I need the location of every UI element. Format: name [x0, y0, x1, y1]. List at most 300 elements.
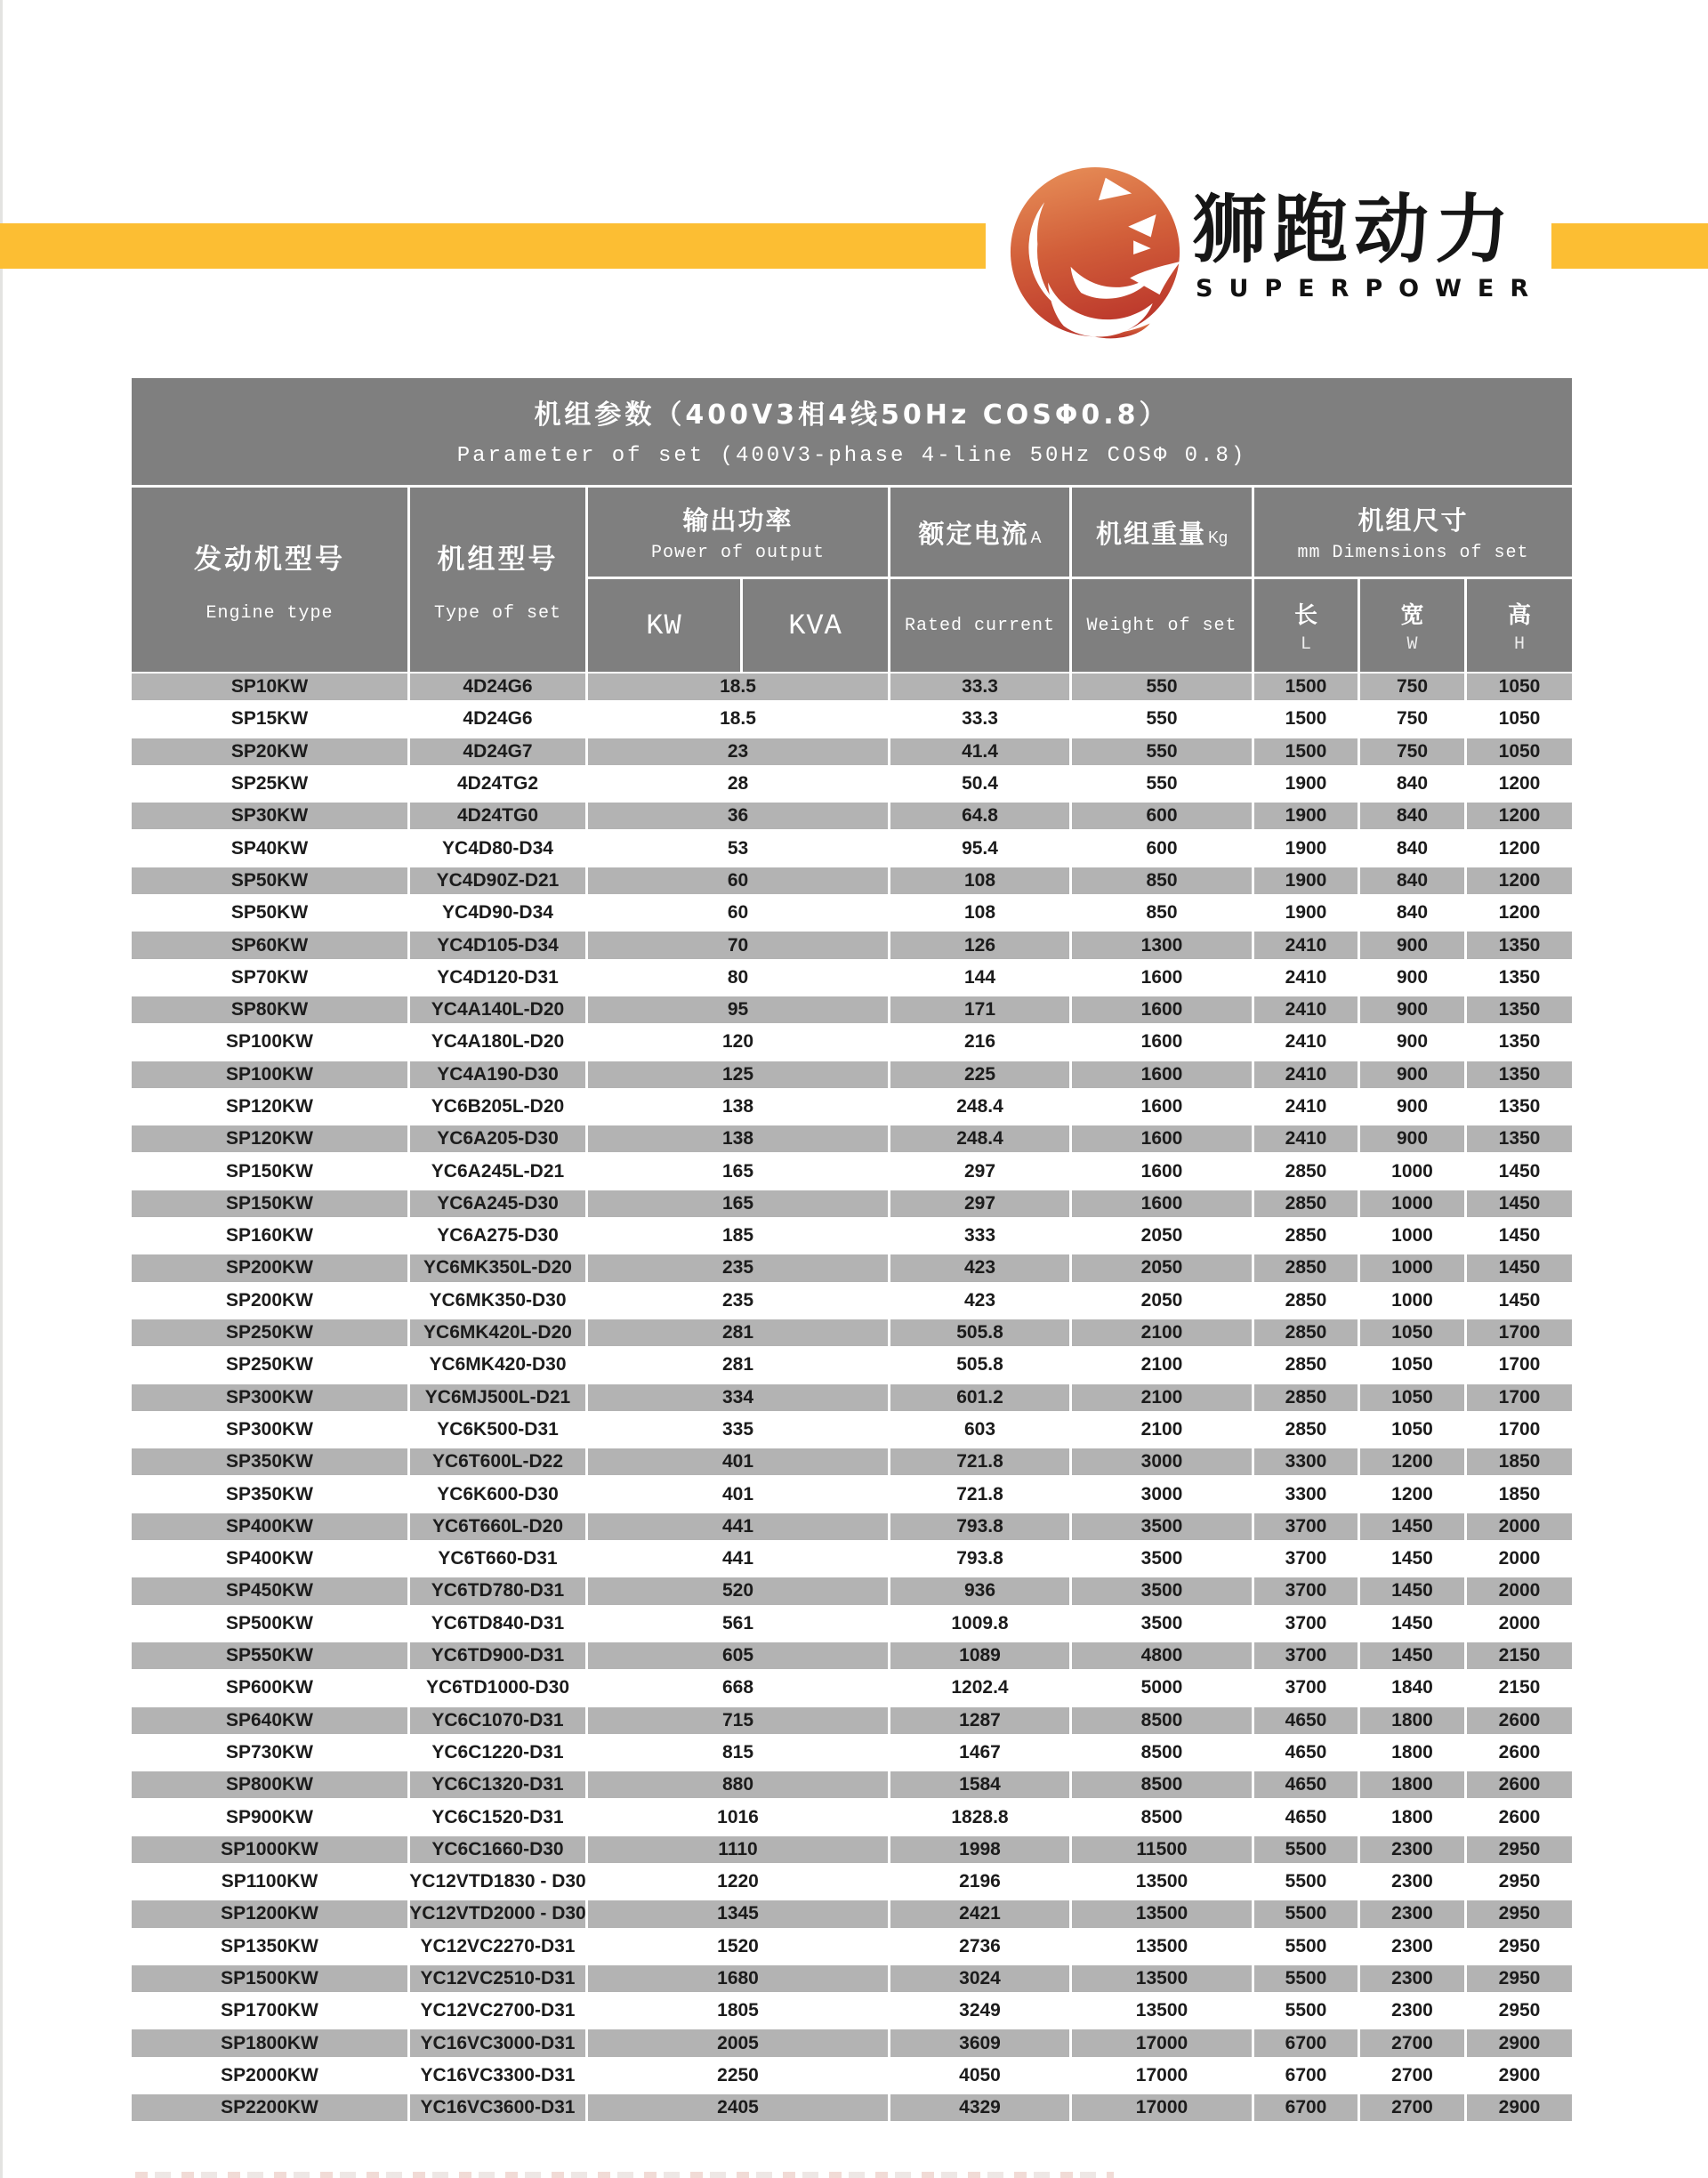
width-cell: 840 — [1396, 902, 1429, 924]
table-row — [132, 706, 1572, 732]
width-cell: 1800 — [1360, 1707, 1464, 1734]
set-type-cell: YC6MK420L-D20 — [410, 1319, 585, 1346]
rated-current-cell: 225 — [890, 1061, 1069, 1088]
engine-type-cell: SP250KW — [132, 1319, 407, 1346]
table-row — [132, 1545, 1572, 1572]
set-type-cell: YC4A190-D30 — [410, 1061, 585, 1088]
set-type-cell: YC4A180L-D20 — [431, 1031, 565, 1053]
width-cell: 750 — [1360, 674, 1464, 700]
engine-type-cell: SP730KW — [225, 1741, 314, 1763]
height-cell: 2950 — [1498, 2000, 1541, 2021]
weight-cell: 11500 — [1072, 1836, 1252, 1863]
kw-value-cell: 125 — [588, 1061, 888, 1088]
table-row — [132, 1836, 1572, 1863]
kw-value-cell: 60 — [588, 867, 888, 894]
table-row — [132, 1513, 1572, 1540]
engine-type-cell: SP300KW — [132, 1384, 407, 1411]
engine-type-cell: SP60KW — [132, 932, 407, 958]
length-cell: 3700 — [1254, 1642, 1358, 1669]
length-cell: 2850 — [1254, 1384, 1358, 1411]
col-header-height-en: H — [1513, 633, 1525, 655]
table-row — [132, 1190, 1572, 1217]
rated-current-cell: 3609 — [890, 2029, 1069, 2056]
length-cell: 4650 — [1285, 1806, 1327, 1827]
width-cell: 2700 — [1360, 2029, 1464, 2056]
length-cell: 3300 — [1254, 1448, 1358, 1475]
set-type-cell: YC6MK420-D30 — [429, 1354, 567, 1375]
weight-cell: 1600 — [1140, 966, 1183, 988]
kw-value-cell: 334 — [588, 1384, 888, 1411]
set-type-cell: YC6TD1000-D30 — [425, 1677, 570, 1698]
kw-value-cell: 715 — [588, 1707, 888, 1734]
engine-type-cell: SP350KW — [225, 1483, 314, 1504]
table-row — [132, 996, 1572, 1023]
col-header-power-output — [588, 488, 888, 577]
length-cell: 2410 — [1285, 1096, 1327, 1117]
height-cell: 1350 — [1467, 1125, 1572, 1152]
col-header-width — [1360, 579, 1464, 672]
rated-current-cell: 216 — [963, 1031, 996, 1053]
set-type-cell: YC4D120-D31 — [437, 966, 559, 988]
length-cell: 4650 — [1254, 1771, 1358, 1798]
set-type-cell: YC6K600-D30 — [437, 1483, 559, 1504]
kw-value-cell: 18.5 — [720, 708, 756, 730]
length-cell: 2850 — [1254, 1319, 1358, 1346]
engine-type-cell: SP1200KW — [132, 1900, 407, 1927]
col-header-current-cn: 额定电流 — [918, 518, 1029, 549]
col-header-dims-en: mm Dimensions of set — [1297, 543, 1529, 563]
height-cell: 1200 — [1498, 773, 1541, 795]
table-row — [132, 899, 1572, 926]
table-row — [132, 1868, 1572, 1895]
yellow-bar-left — [0, 223, 986, 269]
rated-current-cell: 1584 — [890, 1771, 1069, 1798]
engine-type-cell: SP1100KW — [221, 1871, 318, 1892]
height-cell: 2000 — [1498, 1612, 1541, 1634]
table-row — [132, 1158, 1572, 1184]
length-cell: 5500 — [1254, 1965, 1358, 1992]
weight-cell: 2050 — [1140, 1225, 1183, 1246]
weight-cell: 3000 — [1140, 1483, 1183, 1504]
set-type-cell: YC12VC2270-D31 — [420, 1935, 576, 1956]
engine-type-cell: SP100KW — [225, 1031, 314, 1053]
rated-current-cell: 4329 — [890, 2094, 1069, 2121]
rated-current-cell: 793.8 — [890, 1513, 1069, 1540]
length-cell: 2850 — [1285, 1289, 1327, 1311]
height-cell: 1050 — [1467, 674, 1572, 700]
width-cell: 900 — [1360, 1125, 1464, 1152]
rated-current-cell: 603 — [963, 1418, 996, 1440]
weight-cell: 2100 — [1072, 1384, 1252, 1411]
rated-current-cell: 601.2 — [890, 1384, 1069, 1411]
length-cell: 4650 — [1285, 1741, 1327, 1763]
kw-value-cell: 441 — [588, 1513, 888, 1540]
width-cell: 900 — [1360, 996, 1464, 1023]
set-type-cell: 4D24G6 — [410, 674, 585, 700]
width-cell: 750 — [1360, 738, 1464, 765]
kw-value-cell: 185 — [721, 1225, 754, 1246]
col-header-height — [1467, 579, 1572, 672]
col-header-current-unit: A — [1030, 528, 1042, 546]
kw-value-cell: 401 — [588, 1448, 888, 1475]
rated-current-cell: 423 — [890, 1254, 1069, 1281]
set-type-cell: YC6T600L-D22 — [410, 1448, 585, 1475]
engine-type-cell: SP120KW — [132, 1125, 407, 1152]
table-row — [132, 1674, 1572, 1701]
rated-current-cell: 248.4 — [890, 1125, 1069, 1152]
height-cell: 1350 — [1467, 932, 1572, 958]
set-type-cell: YC6TD900-D31 — [410, 1642, 585, 1669]
weight-cell: 550 — [1072, 674, 1252, 700]
weight-cell: 550 — [1146, 708, 1178, 730]
table-row — [132, 1610, 1572, 1637]
kw-value-cell: 235 — [588, 1254, 888, 1281]
table-row — [132, 964, 1572, 991]
weight-cell: 1300 — [1072, 932, 1252, 958]
width-cell: 1000 — [1391, 1160, 1433, 1182]
table-row — [132, 1448, 1572, 1475]
weight-cell: 3500 — [1140, 1548, 1183, 1569]
set-type-cell: YC6TD840-D31 — [431, 1612, 565, 1634]
engine-type-cell: SP50KW — [230, 902, 309, 924]
rated-current-cell: 126 — [890, 932, 1069, 958]
length-cell: 2410 — [1254, 1061, 1358, 1088]
width-cell: 840 — [1360, 803, 1464, 829]
table-row — [132, 1028, 1572, 1055]
engine-type-cell: SP80KW — [132, 996, 407, 1023]
table-row — [132, 1254, 1572, 1281]
set-type-cell: YC6T660-D31 — [438, 1548, 558, 1569]
weight-cell: 550 — [1146, 773, 1178, 795]
weight-cell: 17000 — [1072, 2094, 1252, 2121]
kw-value-cell: 70 — [588, 932, 888, 958]
engine-type-cell: SP550KW — [132, 1642, 407, 1669]
set-type-cell: 4D24G7 — [410, 738, 585, 765]
width-cell: 2700 — [1391, 2064, 1433, 2085]
length-cell: 2850 — [1254, 1190, 1358, 1217]
col-header-length-cn: 长 — [1293, 601, 1317, 629]
table-row — [132, 1933, 1572, 1960]
weight-cell: 3500 — [1072, 1513, 1252, 1540]
set-type-cell: 4D24TG0 — [410, 803, 585, 829]
width-cell: 1050 — [1391, 1418, 1433, 1440]
set-type-cell: YC6TD780-D31 — [410, 1577, 585, 1604]
height-cell: 1350 — [1498, 1096, 1541, 1117]
width-cell: 1000 — [1391, 1225, 1433, 1246]
length-cell: 1900 — [1285, 902, 1327, 924]
length-cell: 1900 — [1254, 803, 1358, 829]
set-type-cell: YC6MK350-D30 — [429, 1289, 567, 1311]
kw-value-cell: 235 — [721, 1289, 754, 1311]
engine-type-cell: SP25KW — [230, 773, 309, 795]
rated-current-cell: 95.4 — [962, 837, 998, 859]
engine-type-cell: SP1800KW — [132, 2029, 407, 2056]
rated-current-cell: 793.8 — [956, 1548, 1003, 1569]
set-type-cell: YC6C1520-D31 — [431, 1806, 564, 1827]
height-cell: 1700 — [1467, 1319, 1572, 1346]
yellow-bar-right — [1551, 223, 1708, 269]
table-row — [132, 932, 1572, 958]
height-cell: 1200 — [1498, 902, 1541, 924]
width-cell: 2300 — [1391, 2000, 1433, 2021]
set-type-cell: YC6MK350L-D20 — [410, 1254, 585, 1281]
col-header-engine-type-cn: 发动机型号 — [194, 543, 345, 576]
table-row — [132, 1384, 1572, 1411]
lion-logo-icon — [1008, 162, 1182, 351]
set-type-cell: YC6A275-D30 — [437, 1225, 559, 1246]
set-type-cell: YC6C1070-D31 — [410, 1707, 585, 1734]
rated-current-cell: 171 — [890, 996, 1069, 1023]
width-cell: 1450 — [1360, 1577, 1464, 1604]
width-cell: 2300 — [1360, 1836, 1464, 1863]
col-header-length-en: L — [1300, 633, 1311, 655]
table-header — [132, 488, 1572, 672]
kw-value-cell: 401 — [721, 1483, 754, 1504]
weight-cell: 850 — [1072, 867, 1252, 894]
length-cell: 5500 — [1254, 1900, 1358, 1927]
table-row — [132, 1416, 1572, 1443]
weight-cell: 850 — [1146, 902, 1178, 924]
rated-current-cell: 1089 — [890, 1642, 1069, 1669]
width-cell: 1200 — [1391, 1483, 1433, 1504]
set-type-cell: 4D24G6 — [463, 708, 533, 730]
table-row — [132, 2094, 1572, 2121]
set-type-cell: YC12VC2700-D31 — [420, 2000, 576, 2021]
rated-current-cell: 3024 — [890, 1965, 1069, 1992]
table-row — [132, 1287, 1572, 1314]
set-type-cell: YC6C1220-D31 — [431, 1741, 564, 1763]
kw-value-cell: 1220 — [717, 1871, 759, 1892]
rated-current-cell: 144 — [963, 966, 996, 988]
page-edge-shadow — [0, 0, 3, 2178]
kw-value-cell: 1345 — [588, 1900, 888, 1927]
height-cell: 1350 — [1498, 1031, 1541, 1053]
table-row — [132, 1319, 1572, 1346]
col-header-weight-en — [1072, 579, 1252, 672]
height-cell: 2600 — [1467, 1771, 1572, 1798]
height-cell: 2900 — [1467, 2094, 1572, 2121]
width-cell: 900 — [1396, 1096, 1429, 1117]
weight-cell: 1600 — [1140, 1096, 1183, 1117]
table-row — [132, 1803, 1572, 1830]
height-cell: 2600 — [1498, 1806, 1541, 1827]
weight-cell: 13500 — [1135, 1871, 1188, 1892]
weight-cell: 2100 — [1140, 1354, 1183, 1375]
weight-cell: 1600 — [1072, 1190, 1252, 1217]
engine-type-cell: SP900KW — [225, 1806, 314, 1827]
weight-cell: 2100 — [1072, 1319, 1252, 1346]
kw-value-cell: 1520 — [717, 1935, 759, 1956]
rated-current-cell: 108 — [890, 867, 1069, 894]
col-header-set-type-cn: 机组型号 — [437, 543, 559, 576]
length-cell: 5500 — [1254, 1836, 1358, 1863]
rated-current-cell: 721.8 — [956, 1483, 1003, 1504]
table-row — [132, 1577, 1572, 1604]
set-type-cell: YC6A245L-D21 — [431, 1160, 565, 1182]
weight-cell: 600 — [1146, 837, 1178, 859]
col-header-dimensions — [1254, 488, 1572, 577]
table-row — [132, 1642, 1572, 1669]
engine-type-cell: SP30KW — [132, 803, 407, 829]
height-cell: 2600 — [1467, 1707, 1572, 1734]
rated-current-cell: 2421 — [890, 1900, 1069, 1927]
rated-current-cell: 505.8 — [956, 1354, 1003, 1375]
rated-current-cell: 64.8 — [890, 803, 1069, 829]
length-cell: 2410 — [1285, 966, 1327, 988]
height-cell: 2950 — [1498, 1935, 1541, 1956]
col-header-weight — [1072, 488, 1252, 577]
rated-current-cell: 108 — [963, 902, 996, 924]
length-cell: 1500 — [1254, 738, 1358, 765]
weight-cell: 1600 — [1140, 1160, 1183, 1182]
col-header-engine-type-en: Engine type — [205, 602, 334, 624]
height-cell: 1200 — [1467, 803, 1572, 829]
engine-type-cell: SP1350KW — [221, 1935, 318, 1956]
width-cell: 1800 — [1391, 1741, 1433, 1763]
kw-value-cell: 520 — [588, 1577, 888, 1604]
width-cell: 2300 — [1360, 1900, 1464, 1927]
set-type-cell: YC12VTD2000 - D30 — [410, 1900, 585, 1927]
width-cell: 2300 — [1391, 1935, 1433, 1956]
width-cell: 1200 — [1360, 1448, 1464, 1475]
kw-value-cell: 281 — [588, 1319, 888, 1346]
height-cell: 1700 — [1467, 1384, 1572, 1411]
length-cell: 2410 — [1254, 1125, 1358, 1152]
width-cell: 1000 — [1391, 1289, 1433, 1311]
height-cell: 2950 — [1467, 1836, 1572, 1863]
table-row — [132, 1480, 1572, 1507]
col-header-power-cn: 输出功率 — [682, 505, 794, 536]
table-title-band — [132, 378, 1572, 485]
col-header-set-type-en: Type of set — [433, 602, 562, 624]
set-type-cell: YC6C1660-D30 — [410, 1836, 585, 1863]
kw-value-cell: 880 — [588, 1771, 888, 1798]
kw-value-cell: 815 — [721, 1741, 754, 1763]
height-cell: 2950 — [1467, 1900, 1572, 1927]
weight-cell: 17000 — [1072, 2029, 1252, 2056]
engine-type-cell: SP500KW — [225, 1612, 314, 1634]
set-type-cell: YC12VTD1830 - D30 — [409, 1871, 586, 1892]
weight-cell: 1600 — [1072, 1061, 1252, 1088]
weight-cell: 2050 — [1140, 1289, 1183, 1311]
set-type-cell: 4D24TG2 — [456, 773, 539, 795]
weight-cell: 3500 — [1140, 1612, 1183, 1634]
rated-current-cell: 50.4 — [962, 773, 998, 795]
set-type-cell: YC6T660L-D20 — [410, 1513, 585, 1540]
height-cell: 1850 — [1498, 1483, 1541, 1504]
width-cell: 1450 — [1391, 1548, 1433, 1569]
kw-value-cell: 23 — [588, 738, 888, 765]
rated-current-cell: 936 — [890, 1577, 1069, 1604]
table-row — [132, 1997, 1572, 2024]
height-cell: 1450 — [1498, 1225, 1541, 1246]
height-cell: 1350 — [1467, 1061, 1572, 1088]
length-cell: 1500 — [1285, 708, 1327, 730]
length-cell: 6700 — [1285, 2064, 1327, 2085]
length-cell: 2850 — [1285, 1354, 1327, 1375]
length-cell: 1900 — [1285, 773, 1327, 795]
engine-type-cell: SP450KW — [132, 1577, 407, 1604]
kw-value-cell: 60 — [727, 902, 749, 924]
height-cell: 1200 — [1467, 867, 1572, 894]
set-type-cell: YC4D90Z-D21 — [410, 867, 585, 894]
weight-cell: 3000 — [1072, 1448, 1252, 1475]
weight-cell: 1600 — [1072, 1125, 1252, 1152]
width-cell: 840 — [1360, 867, 1464, 894]
weight-cell: 1600 — [1072, 996, 1252, 1023]
weight-cell: 550 — [1072, 738, 1252, 765]
length-cell: 3700 — [1254, 1577, 1358, 1604]
engine-type-cell: SP2000KW — [221, 2064, 318, 2085]
kw-value-cell: 335 — [721, 1418, 754, 1440]
rated-current-cell: 423 — [963, 1289, 996, 1311]
kw-value-cell: 1110 — [588, 1836, 888, 1863]
engine-type-cell: SP70KW — [230, 966, 309, 988]
engine-type-cell: SP200KW — [132, 1254, 407, 1281]
col-header-width-en: W — [1406, 633, 1418, 655]
kw-value-cell: 18.5 — [588, 674, 888, 700]
col-header-kva — [743, 579, 888, 672]
length-cell: 6700 — [1254, 2094, 1358, 2121]
width-cell: 900 — [1396, 1031, 1429, 1053]
height-cell: 2950 — [1498, 1871, 1541, 1892]
weight-cell: 13500 — [1135, 2000, 1188, 2021]
weight-cell: 5000 — [1140, 1677, 1183, 1698]
engine-type-cell: SP1700KW — [221, 2000, 318, 2021]
width-cell: 840 — [1396, 837, 1429, 859]
col-header-power-en: Power of output — [650, 543, 826, 563]
rated-current-cell: 297 — [963, 1160, 996, 1182]
brand-wordmark-en: SUPERPOWER — [1196, 275, 1545, 302]
length-cell: 3300 — [1285, 1483, 1327, 1504]
height-cell: 2000 — [1467, 1513, 1572, 1540]
set-type-cell: YC16VC3000-D31 — [410, 2029, 585, 2056]
kw-value-cell: 28 — [727, 773, 749, 795]
set-type-cell: YC6C1320-D31 — [410, 1771, 585, 1798]
kw-value-cell: 441 — [721, 1548, 754, 1569]
height-cell: 1200 — [1498, 837, 1541, 859]
kw-value-cell: 36 — [588, 803, 888, 829]
width-cell: 900 — [1396, 966, 1429, 988]
length-cell: 5500 — [1285, 2000, 1327, 2021]
engine-type-cell: SP800KW — [132, 1771, 407, 1798]
height-cell: 2150 — [1467, 1642, 1572, 1669]
width-cell: 1000 — [1360, 1190, 1464, 1217]
height-cell: 1050 — [1498, 708, 1541, 730]
table-row — [132, 2062, 1572, 2089]
brand-wordmark-cn: 狮跑动力 — [1192, 186, 1517, 273]
engine-type-cell: SP40KW — [230, 837, 309, 859]
weight-cell: 8500 — [1140, 1806, 1183, 1827]
engine-type-cell: SP300KW — [225, 1418, 314, 1440]
weight-cell: 8500 — [1072, 1707, 1252, 1734]
width-cell: 1050 — [1391, 1354, 1433, 1375]
col-header-weight-en-label: Weight of set — [1086, 615, 1237, 636]
length-cell: 3700 — [1254, 1513, 1358, 1540]
table-rows — [132, 674, 1572, 2126]
width-cell: 1840 — [1391, 1677, 1433, 1698]
kw-value-cell: 2005 — [588, 2029, 888, 2056]
col-header-kva-label: KVA — [788, 609, 842, 642]
length-cell: 2410 — [1285, 1031, 1327, 1053]
engine-type-cell: SP160KW — [225, 1225, 314, 1246]
kw-value-cell: 1805 — [717, 2000, 759, 2021]
engine-type-cell: SP250KW — [225, 1354, 314, 1375]
table-row — [132, 1707, 1572, 1734]
col-header-kw — [588, 579, 740, 672]
set-type-cell: YC4A140L-D20 — [410, 996, 585, 1023]
kw-value-cell: 53 — [727, 837, 749, 859]
